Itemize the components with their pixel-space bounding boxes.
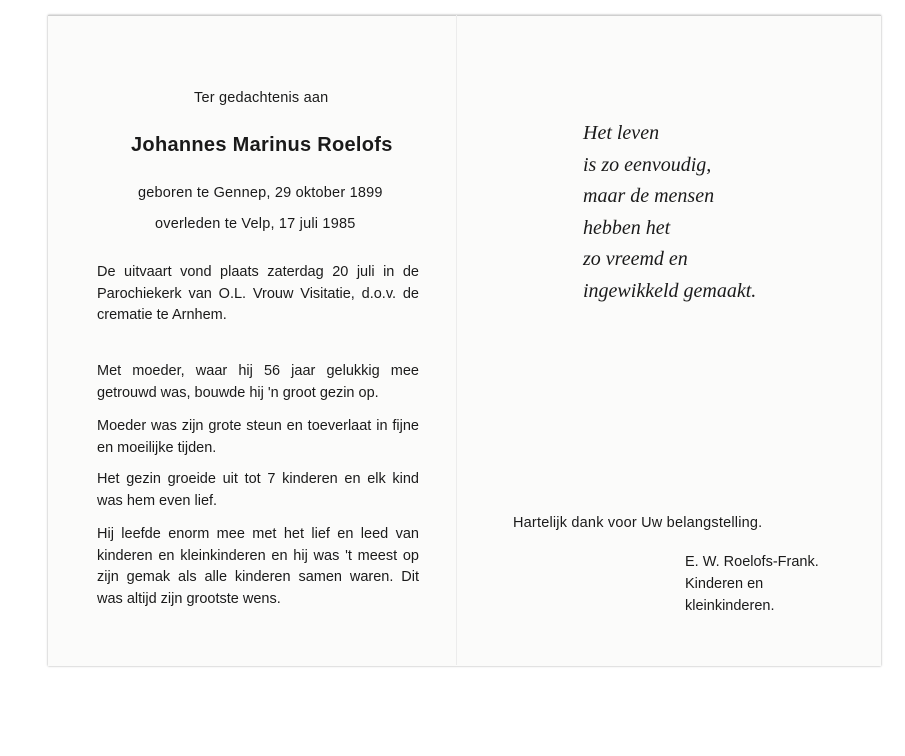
deceased-name: Johannes Marinus Roelofs (131, 134, 393, 156)
signature-line: kleinkinderen. (685, 597, 775, 614)
family-paragraph: Het gezin groeide uit tot 7 kinderen en elk kind was hem even lief. (97, 471, 419, 509)
funeral-paragraph: De uitvaart vond plaats zaterdag 20 juli in de Parochiekerk van O.L. Vrouw Visitatie, d.o.v. de crematie te Arnhem. (97, 264, 419, 323)
signature-line: Kinderen en (685, 575, 764, 592)
poem (583, 118, 756, 307)
intro-text: Ter gedachtenis aan (194, 90, 329, 106)
marriage-paragraph: Met moeder, waar hij 56 jaar gelukkig mee getrouwd was, bouwde hij 'n groot gezin op. (97, 363, 419, 401)
poem-line: ingewikkeld gemaakt. (583, 279, 757, 302)
thanks-line: Hartelijk dank voor Uw belangstelling. (513, 515, 763, 531)
signature-block (685, 552, 819, 617)
closing-paragraph: Hij leefde enorm mee met het lief en leed van kinderen en kleinkinderen en hij was 't meest op zijn gemak als alle kinderen samen waren. Dit was altijd zijn grootste wens. (97, 526, 419, 607)
poem-line: is zo eenvoudig, (583, 153, 712, 176)
card-fold-line (456, 15, 457, 665)
signature-line: E. W. Roelofs-Frank. (685, 554, 819, 570)
poem-line: Het leven (583, 122, 660, 144)
death-line: overleden te Velp, 17 juli 1985 (155, 216, 356, 232)
poem-line: hebben het (583, 216, 671, 239)
support-paragraph: Moeder was zijn grote steun en toeverlaat in fijne en moeilijke tijden. (97, 418, 419, 456)
birth-line: geboren te Gennep, 29 oktober 1899 (138, 185, 383, 201)
poem-line: maar de mensen (583, 185, 715, 207)
poem-line: zo vreemd en (583, 248, 688, 270)
